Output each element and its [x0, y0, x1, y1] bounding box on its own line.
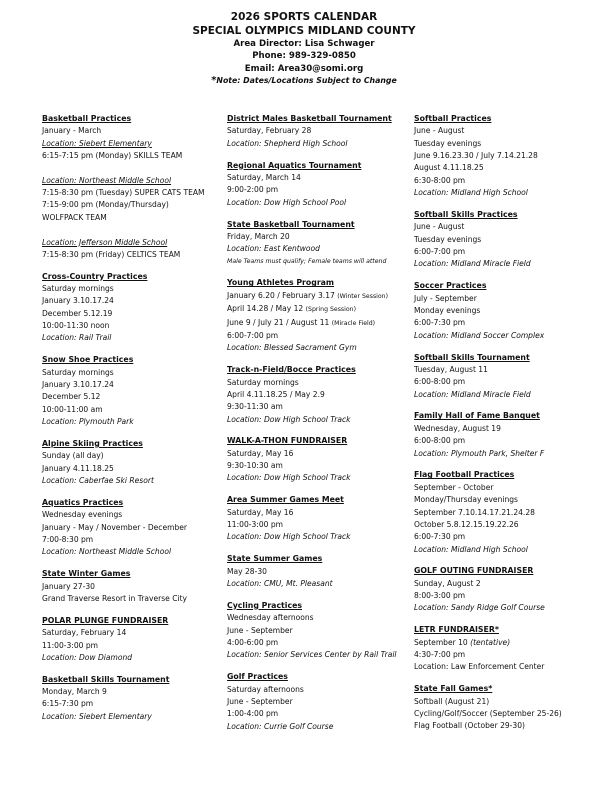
event-line: September 7.10.14.17.21.24.28	[414, 507, 535, 517]
event-line: May 28-30	[227, 566, 267, 576]
event-location: Location: Dow High School Track	[227, 532, 351, 542]
event-state-basketball	[227, 219, 412, 268]
event-line: 7:15-8:30 pm (Friday) CELTICS TEAM	[42, 249, 181, 259]
tentative-label: (tentative)	[470, 637, 511, 647]
event-location: Location: Plymouth Park	[42, 417, 134, 427]
event-line: Monday, March 9	[42, 687, 107, 697]
event-line	[227, 290, 412, 303]
event-line: 10:00-11:00 am	[42, 404, 103, 414]
event-location: Location: Midland High School	[414, 188, 528, 198]
event-line: Wednesday, August 19	[414, 423, 501, 433]
event-line: Monday/Thursday evenings	[414, 495, 518, 505]
event-hall-of-fame-banquet	[414, 410, 604, 459]
event-line: Cycling/Golf/Soccer (September 25-26)	[414, 709, 562, 718]
event-location: Location: CMU, Mt. Pleasant	[227, 579, 333, 588]
event-location: Location: Northeast Middle School	[42, 175, 172, 185]
event-line: 10:00-11:30 noon	[42, 321, 110, 331]
event-line: June - August	[414, 126, 465, 136]
email-address: Email: Area30@somi.org	[244, 63, 364, 74]
event-title: State Summer Games	[227, 554, 323, 564]
event-line: Flag Football (October 29-30)	[414, 721, 525, 731]
event-line: Wednesday afternoons	[227, 613, 314, 623]
column-middle	[227, 113, 412, 742]
event-line: 6:15-7:15 pm (Monday) SKILLS TEAM	[42, 151, 183, 161]
phone-number: Phone: 989-329-0850	[252, 51, 356, 62]
session-label: (Spring Session)	[305, 306, 356, 314]
event-line	[414, 637, 604, 649]
event-location: Location: Plymouth Park, Shelter F	[414, 448, 545, 458]
event-location: Location: Jefferson Middle School	[42, 237, 168, 247]
event-aquatics-practices	[42, 497, 222, 559]
event-title: Basketball Practices	[42, 114, 132, 123]
event-line: October 5.8.12.15.19.22.26	[414, 519, 519, 529]
event-location: Location: Midland Miracle Field	[414, 389, 531, 399]
event-line: 6:00-7:30 pm	[414, 532, 466, 542]
event-date: September 10	[414, 637, 471, 647]
event-title: Flag Football Practices	[414, 470, 515, 480]
event-title: Softball Skills Practices	[414, 209, 518, 219]
event-title: Alpine Skiing Practices	[42, 438, 143, 448]
event-line: 9:30-10:30 am	[227, 461, 283, 471]
event-line: Grand Traverse Resort in Traverse City	[42, 593, 188, 603]
event-location: Location: Dow High School Track	[227, 473, 351, 483]
event-title: Regional Aquatics Tournament	[227, 160, 362, 170]
event-line: Softball (August 21)	[414, 696, 490, 706]
event-line: 4:00-6:00 pm	[227, 637, 279, 647]
event-title: Track-n-Field/Bocce Practices	[227, 365, 356, 375]
event-line: Saturday mornings	[42, 284, 114, 294]
event-title: Aquatics Practices	[42, 497, 124, 507]
event-line: January 4.11.18.25	[42, 463, 114, 473]
event-alpine-skiing	[42, 438, 222, 487]
event-area-summer-games	[227, 494, 412, 543]
event-title: Cross-Country Practices	[42, 271, 148, 281]
event-location: Location: Blessed Sacrament Gym	[227, 343, 357, 353]
event-title: Softball Skills Tournament	[414, 352, 530, 362]
event-line: Wednesday evenings	[42, 510, 123, 520]
event-cycling-practices	[227, 600, 412, 662]
event-line: Tuesday evenings	[414, 234, 482, 244]
event-location: Location: Midland Soccer Complex	[414, 330, 545, 340]
event-line: Saturday mornings	[42, 367, 114, 377]
event-line: 6:00-7:00 pm	[414, 247, 466, 257]
event-location: Location: Rail Trail	[42, 333, 112, 343]
event-flag-football	[414, 469, 604, 555]
event-line: Tuesday, August 11	[414, 364, 488, 374]
event-title: State Winter Games	[42, 569, 131, 579]
event-location: Location: Dow High School Pool	[227, 197, 347, 207]
event-basketball-practices	[42, 113, 222, 261]
event-line: January 3.10.17.24	[42, 380, 114, 390]
event-line: January 27-30	[42, 581, 95, 591]
event-line: 6:00-7:30 pm	[414, 318, 466, 328]
event-line: June - August	[414, 222, 465, 232]
event-title: Soccer Practices	[414, 281, 487, 291]
event-title: Area Summer Games Meet	[227, 495, 344, 505]
event-line: Monday evenings	[414, 306, 481, 315]
event-dates: April 14.28 / May 12	[227, 304, 306, 314]
column-right	[414, 113, 604, 742]
change-note	[0, 75, 608, 87]
event-line: Saturday, February 28	[227, 126, 312, 136]
event-polar-plunge	[42, 615, 222, 664]
event-location: Location: Senior Services Center by Rail Trail	[227, 650, 397, 660]
area-director: Area Director: Lisa Schwager	[233, 39, 375, 49]
event-location: Location: Caberfae Ski Resort	[42, 476, 154, 486]
event-line: 6:00-8:00 pm	[414, 436, 466, 446]
event-line	[227, 303, 412, 316]
event-title: Young Athletes Program	[227, 278, 335, 288]
event-location: Location: Midland Miracle Field	[414, 259, 531, 269]
event-line: Saturday mornings	[227, 377, 299, 387]
event-location: Location: Siebert Elementary	[42, 711, 152, 721]
event-line	[227, 317, 412, 330]
event-regional-aquatics	[227, 160, 412, 209]
event-state-summer-games	[227, 553, 412, 590]
event-note: Male Teams must qualify; Female teams will attend	[227, 257, 387, 265]
event-title: State Fall Games*	[414, 684, 493, 694]
event-title: District Males Basketball Tournament	[227, 114, 392, 123]
event-line: Saturday afternoons	[227, 684, 304, 694]
event-line: Saturday, February 14	[42, 628, 127, 638]
event-line: Friday, March 20	[227, 231, 290, 241]
event-line: June 9.16.23.30 / July 7.14.21.28	[414, 151, 538, 161]
event-walk-a-thon	[227, 435, 412, 484]
event-line: 6:00-7:00 pm	[227, 330, 279, 340]
organization-name: SPECIAL OLYMPICS MIDLAND COUNTY	[192, 25, 416, 37]
event-soccer-practices	[414, 280, 604, 342]
event-line: 9:00-2:00 pm	[227, 185, 279, 195]
event-title: WALK-A-THON FUNDRAISER	[227, 436, 348, 446]
column-left	[42, 113, 222, 733]
session-label: (Winter Session)	[337, 292, 389, 300]
event-line: 6:00-8:00 pm	[414, 377, 466, 387]
note-text: Note: Dates/Locations Subject to Change	[216, 76, 397, 86]
event-line: 4:30-7:00 pm	[414, 650, 466, 660]
event-location: Location: East Kentwood	[227, 244, 320, 254]
event-line: January - March	[42, 126, 102, 136]
event-dates: June 9 / July 21 / August 11	[227, 317, 332, 327]
event-snow-shoe	[42, 354, 222, 428]
event-softball-practices	[414, 113, 604, 199]
event-title: LETR FUNDRAISER*	[414, 625, 499, 635]
event-cross-country	[42, 271, 222, 345]
event-title: Softball Practices	[414, 114, 492, 123]
event-line: 9:30-11:30 am	[227, 402, 283, 412]
event-line: April 4.11.18.25 / May 2.9	[227, 389, 325, 399]
event-line: 11:00-3:00 pm	[227, 520, 283, 530]
event-line: WOLFPACK TEAM	[42, 212, 107, 222]
event-track-bocce	[227, 364, 412, 426]
event-line: 1:00-4:00 pm	[227, 709, 279, 719]
event-line: Sunday (all day)	[42, 451, 104, 461]
event-location: Location: Dow High School Track	[227, 414, 351, 424]
event-title: Golf Practices	[227, 672, 288, 682]
event-title: POLAR PLUNGE FUNDRAISER	[42, 615, 169, 625]
event-young-athletes	[227, 277, 412, 354]
event-state-fall-games	[414, 683, 604, 732]
event-line: 6:15-7:30 pm	[42, 699, 94, 709]
session-label: (Miracle Field)	[331, 319, 376, 327]
event-golf-practices	[227, 671, 412, 733]
event-title: Family Hall of Fame Banquet	[414, 411, 540, 421]
event-line: 11:00-3:00 pm	[42, 640, 98, 650]
event-title: Snow Shoe Practices	[42, 355, 134, 365]
event-line: December 5.12	[42, 392, 101, 402]
event-location: Location: Law Enforcement Center	[414, 662, 545, 672]
event-title: Basketball Skills Tournament	[42, 674, 170, 684]
event-line: Tuesday evenings	[414, 138, 482, 148]
event-location: Location: Midland High School	[414, 544, 528, 554]
calendar-header	[0, 10, 608, 87]
event-letr-fundraiser	[414, 624, 604, 673]
event-line: June - September	[227, 625, 293, 635]
event-state-winter-games	[42, 568, 222, 605]
event-line: August 4.11.18.25	[414, 163, 484, 173]
event-line: Saturday, May 16	[227, 448, 294, 458]
event-basketball-skills-tournament	[42, 674, 222, 723]
event-location: Location: Northeast Middle School	[42, 547, 172, 557]
event-line: July - September	[414, 293, 477, 303]
event-location: Location: Dow Diamond	[42, 652, 133, 662]
event-dates: January 6.20 / February 3.17	[227, 290, 338, 300]
event-line: Sunday, August 2	[414, 578, 481, 588]
event-line: 6:30-8:00 pm	[414, 175, 466, 185]
event-title: State Basketball Tournament	[227, 219, 355, 229]
event-title: Cycling Practices	[227, 600, 303, 610]
event-location: Location: Sandy Ridge Golf Course	[414, 603, 545, 613]
event-line: June - September	[227, 696, 293, 706]
event-line: 7:15-8:30 pm (Tuesday) SUPER CATS TEAM	[42, 188, 205, 198]
event-location: Location: Currie Golf Course	[227, 721, 334, 731]
event-line: Saturday, May 16	[227, 507, 294, 517]
event-golf-outing	[414, 565, 604, 614]
event-line: January 3.10.17.24	[42, 296, 114, 306]
event-line: 7:15-9:00 pm (Monday/Thursday)	[42, 200, 169, 210]
event-line: January - May / November - December	[42, 522, 187, 532]
event-location: Location: Siebert Elementary	[42, 138, 152, 148]
event-line: September - October	[414, 482, 494, 492]
event-title: GOLF OUTING FUNDRAISER	[414, 566, 534, 576]
event-line: 8:00-3:00 pm	[414, 591, 466, 601]
event-location: Location: Shepherd High School	[227, 138, 348, 148]
event-district-basketball	[227, 113, 412, 150]
event-softball-skills-tournament	[414, 352, 604, 401]
event-line: December 5.12.19	[42, 308, 113, 318]
event-line: Saturday, March 14	[227, 173, 301, 182]
calendar-title: 2026 SPORTS CALENDAR	[230, 11, 378, 23]
note-asterisk: *	[211, 75, 217, 87]
event-line: 7:00-8:30 pm	[42, 534, 94, 544]
event-softball-skills-practices	[414, 209, 604, 271]
